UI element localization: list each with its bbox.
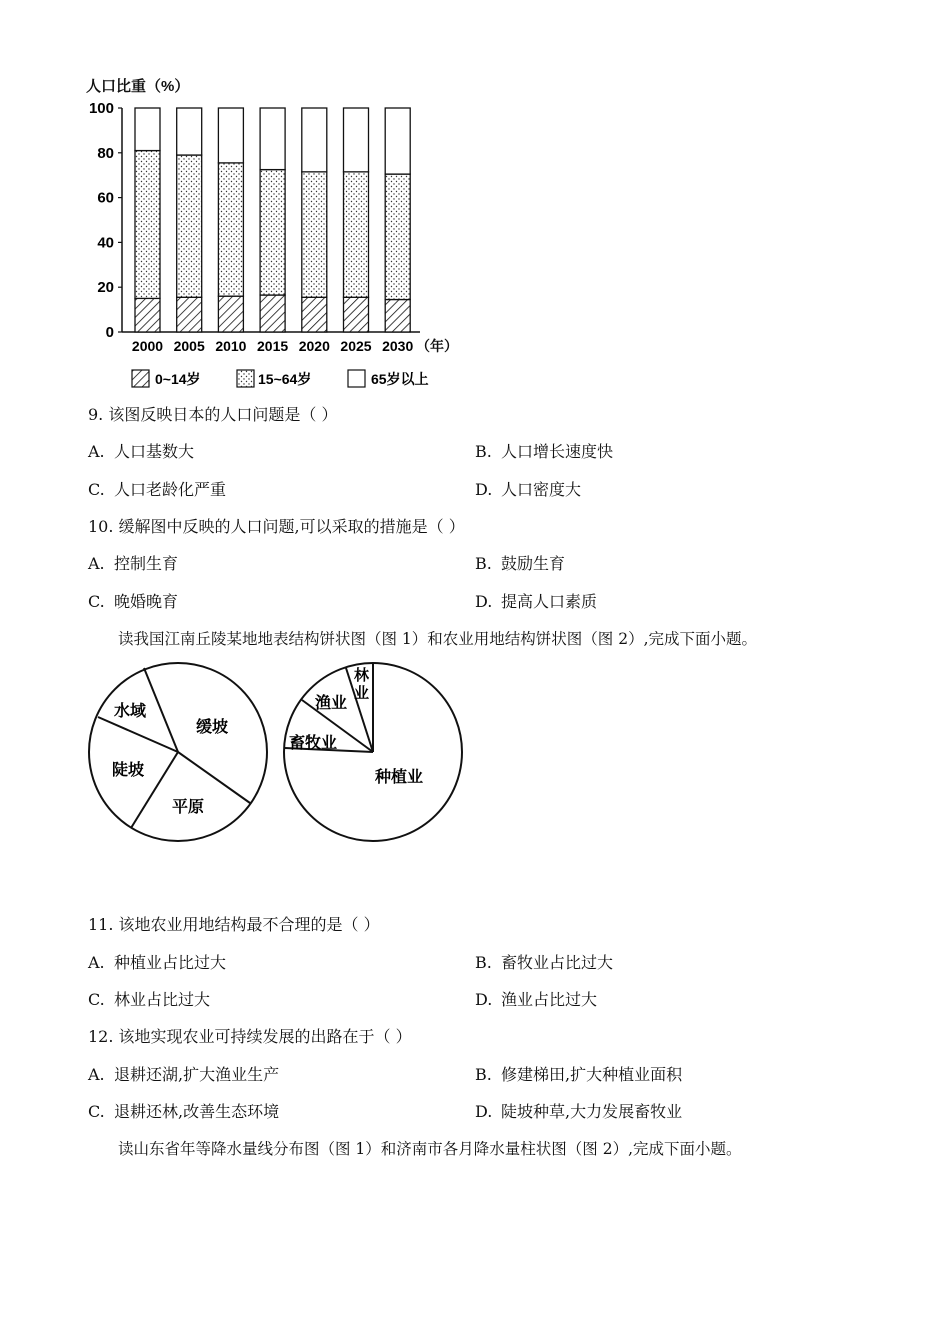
question-10-option-d[interactable] bbox=[475, 592, 597, 612]
question-10-option-a[interactable] bbox=[88, 554, 178, 574]
bar-segment-0-14-2005 bbox=[177, 297, 202, 332]
option-text: 人口密度大 bbox=[501, 480, 582, 499]
option-letter: A. bbox=[88, 953, 105, 972]
question-11-option-d[interactable] bbox=[475, 990, 597, 1010]
legend-label-15-64: 15~64岁 bbox=[258, 371, 312, 387]
pie-chart-surface-structure bbox=[86, 660, 276, 850]
option-text: 提高人口素质 bbox=[501, 592, 598, 611]
y-tick-label: 100 bbox=[88, 100, 114, 117]
legend-swatch-15-64 bbox=[237, 370, 254, 387]
option-letter: A. bbox=[88, 554, 105, 573]
legend-label-0-14: 0~14岁 bbox=[155, 371, 201, 387]
bar-segment-65plus-2010 bbox=[218, 108, 243, 163]
question-12-option-a[interactable] bbox=[88, 1065, 279, 1085]
bar-segment-15-64-2005 bbox=[177, 155, 202, 297]
pie1-label-steep-slope: 陡坡 bbox=[112, 762, 145, 779]
bar-segment-0-14-2015 bbox=[260, 295, 285, 332]
legend-label-65plus: 65岁以上 bbox=[371, 371, 429, 387]
question-11-stem: 11. 该地农业用地结构最不合理的是（ ） bbox=[88, 915, 380, 934]
pie-chart-agri-land bbox=[281, 660, 471, 850]
legend bbox=[132, 370, 429, 387]
bar-segment-65plus-2015 bbox=[260, 108, 285, 170]
pie2-label-forestry: 林业 bbox=[354, 667, 370, 702]
bar-segment-15-64-2010 bbox=[218, 163, 243, 296]
option-text: 种植业占比过大 bbox=[114, 953, 227, 972]
y-tick-label: 80 bbox=[97, 144, 114, 162]
option-text: 退耕还湖,扩大渔业生产 bbox=[114, 1065, 280, 1084]
bar-segment-15-64-2015 bbox=[260, 170, 285, 295]
question-9-option-a[interactable] bbox=[88, 442, 194, 462]
pie2-label-livestock: 畜牧业 bbox=[289, 735, 338, 752]
bar-segment-65plus-2005 bbox=[177, 108, 202, 155]
option-letter: D. bbox=[475, 990, 493, 1009]
bar-segment-15-64-2000 bbox=[135, 151, 160, 299]
pie2-label-fishery: 渔业 bbox=[315, 695, 348, 712]
option-text: 退耕还林,改善生态环境 bbox=[114, 1102, 280, 1121]
x-tick-label-2020: 2020 bbox=[298, 338, 330, 354]
bar-segment-0-14-2020 bbox=[302, 297, 327, 332]
y-tick-label: 0 bbox=[105, 324, 114, 341]
option-letter: B. bbox=[475, 442, 492, 461]
question-11-option-a[interactable] bbox=[88, 953, 226, 973]
bar-segment-0-14-2000 bbox=[135, 298, 160, 332]
pie1-label-water: 水域 bbox=[114, 703, 147, 720]
bar-segment-65plus-2000 bbox=[135, 108, 160, 151]
option-text: 晚婚晚育 bbox=[114, 592, 179, 611]
pie1-label-gentle-slope: 缓坡 bbox=[196, 719, 229, 736]
bar-segment-0-14-2025 bbox=[344, 297, 369, 332]
x-tick-label-2005: 2005 bbox=[173, 338, 205, 354]
option-text: 鼓励生育 bbox=[501, 554, 566, 573]
option-letter: A. bbox=[88, 1065, 105, 1084]
question-11-option-b[interactable] bbox=[475, 953, 613, 973]
option-text: 畜牧业占比过大 bbox=[501, 953, 614, 972]
option-text: 渔业占比过大 bbox=[501, 990, 598, 1009]
option-letter: B. bbox=[475, 953, 492, 972]
question-10-stem: 10. 缓解图中反映的人口问题,可以采取的措施是（ ） bbox=[88, 517, 465, 536]
question-12-stem: 12. 该地实现农业可持续发展的出路在于（ ） bbox=[88, 1027, 412, 1046]
bar-segment-0-14-2010 bbox=[218, 296, 243, 332]
option-text: 人口增长速度快 bbox=[501, 442, 614, 461]
pie2-label-planting: 种植业 bbox=[375, 769, 424, 786]
y-tick-label: 20 bbox=[97, 279, 114, 297]
question-9-stem: 9. 该图反映日本的人口问题是（ ） bbox=[88, 405, 338, 424]
question-9-option-d[interactable] bbox=[475, 480, 581, 500]
question-9-option-b[interactable] bbox=[475, 442, 613, 462]
option-text: 控制生育 bbox=[114, 554, 179, 573]
bar-segment-15-64-2030 bbox=[385, 174, 410, 299]
option-letter: B. bbox=[475, 1065, 492, 1084]
bar-segment-0-14-2030 bbox=[385, 300, 410, 332]
bar-segment-15-64-2025 bbox=[344, 172, 369, 297]
option-letter: A. bbox=[88, 442, 105, 461]
bar-segment-65plus-2020 bbox=[302, 108, 327, 172]
bar-segment-15-64-2020 bbox=[302, 172, 327, 297]
question-9-option-c[interactable] bbox=[88, 480, 226, 500]
question-12-option-d[interactable] bbox=[475, 1102, 682, 1122]
bar-segment-65plus-2030 bbox=[385, 108, 410, 174]
x-axis-title: （年） bbox=[416, 338, 458, 354]
option-text: 林业占比过大 bbox=[114, 990, 211, 1009]
x-tick-label-2030: 2030 bbox=[382, 338, 414, 354]
legend-swatch-65plus bbox=[348, 370, 365, 387]
x-tick-label-2025: 2025 bbox=[340, 338, 372, 354]
option-letter: D. bbox=[475, 1102, 493, 1121]
option-text: 陡坡种草,大力发展畜牧业 bbox=[501, 1102, 683, 1121]
intro-pie-charts: 读我国江南丘陵某地地表结构饼状图（图 1）和农业用地结构饼状图（图 2）,完成下面小题。 bbox=[118, 630, 758, 648]
question-10-option-b[interactable] bbox=[475, 554, 565, 574]
legend-swatch-0-14 bbox=[132, 370, 149, 387]
option-letter: C. bbox=[88, 1102, 105, 1121]
intro-precipitation: 读山东省年等降水量线分布图（图 1）和济南市各月降水量柱状图（图 2）,完成下面小题。 bbox=[118, 1140, 742, 1158]
y-tick-label: 60 bbox=[97, 189, 114, 207]
option-text: 人口基数大 bbox=[114, 442, 195, 461]
x-tick-label-2015: 2015 bbox=[257, 338, 289, 354]
option-text: 人口老龄化严重 bbox=[114, 480, 227, 499]
question-12-option-b[interactable] bbox=[475, 1065, 682, 1085]
bar-segment-65plus-2025 bbox=[344, 108, 369, 172]
option-letter: D. bbox=[475, 480, 493, 499]
option-letter: C. bbox=[88, 592, 105, 611]
pie1-label-plain: 平原 bbox=[172, 799, 205, 816]
option-letter: D. bbox=[475, 592, 493, 611]
y-axis-title: 人口比重（%） bbox=[86, 78, 190, 95]
x-tick-label-2000: 2000 bbox=[131, 338, 164, 354]
y-tick-label: 40 bbox=[97, 234, 114, 252]
question-10-option-c[interactable] bbox=[88, 592, 178, 612]
question-12-option-c[interactable] bbox=[88, 1102, 279, 1122]
question-11-option-c[interactable] bbox=[88, 990, 210, 1010]
option-letter: B. bbox=[475, 554, 492, 573]
x-tick-label-2010: 2010 bbox=[215, 338, 247, 354]
option-text: 修建梯田,扩大种植业面积 bbox=[501, 1065, 683, 1084]
option-letter: C. bbox=[88, 480, 105, 499]
option-letter: C. bbox=[88, 990, 105, 1009]
